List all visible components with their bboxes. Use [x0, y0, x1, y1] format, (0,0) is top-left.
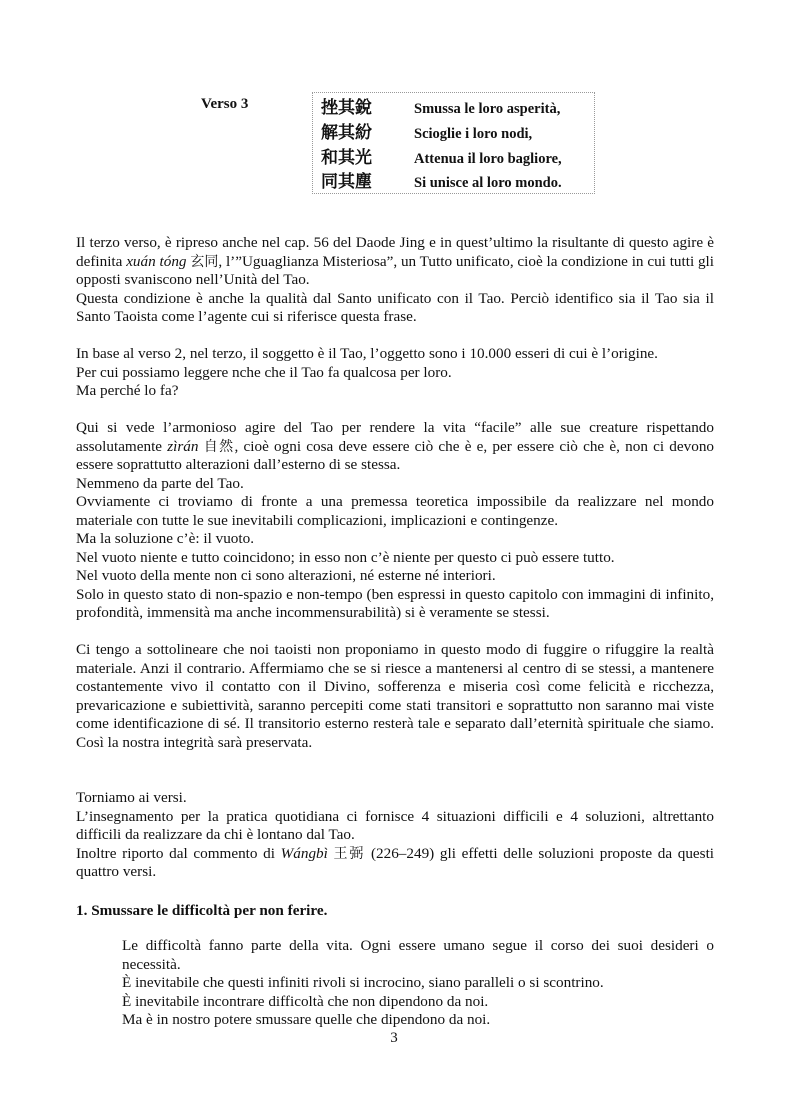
text-line: È inevitabile incontrare difficoltà che non dipendono da noi. [122, 992, 489, 1010]
text-line: È inevitabile che questi infiniti rivoli si incrocino, siano paralleli o si scontrino. [122, 974, 604, 991]
paragraph [76, 234, 714, 290]
text-line: In base al verso 2, nel terzo, il soggetto è il Tao, l’oggetto sono i 10.000 esseri di cui è l’origine. [76, 345, 658, 362]
verse-translation: Smussa le loro asperità, [414, 101, 561, 117]
text: Qui si vede l’armonioso agire del Tao per rendere la vita “facile” alle sue creature rispettando assolutamente [76, 419, 714, 455]
commentary-block-1 [76, 234, 714, 327]
author-name: Wángbì [280, 844, 328, 862]
paragraph: Ovviamente ci troviamo di fronte a una premessa teoretica impossibile da realizzare nel mondo materiale con tutte le sue inevitabili complicazioni, implicazioni e contingenze. [76, 493, 714, 529]
text-line: Ma è in nostro potere smussare quelle che dipendono da noi. [122, 1011, 491, 1028]
text-line: Ma la soluzione c’è: il vuoto. [76, 530, 254, 547]
verse-chinese: 和其光 [321, 148, 372, 168]
verse-row [313, 121, 594, 145]
paragraph: Solo in questo stato di non-spazio e non-tempo (ben espressi in questo capitolo con immagini di infinito, profondità, immensità ma anche incommensurabilità) si è veramente se stessi. [76, 585, 714, 621]
text-line: Ma perché lo fa? [76, 382, 179, 399]
section-body [122, 937, 714, 1030]
verse-row [313, 146, 594, 170]
text-line: Nemmeno da parte del Tao. [76, 474, 244, 492]
verse-row [313, 96, 594, 120]
text-line: Nel vuoto niente e tutto coincidono; in esso non c’è niente per questo ci può essere tutto. [76, 548, 615, 566]
verse-chinese: 挫其銳 [321, 98, 372, 118]
verse-table [312, 92, 595, 194]
commentary-block-5 [76, 789, 714, 882]
section-heading: 1. Smussare le difficoltà per non ferire. [76, 902, 328, 919]
verse-translation: Attenua il loro bagliore, [414, 151, 562, 167]
text-line: Per cui possiamo leggere nche che il Tao fa qualcosa per loro. [76, 363, 452, 381]
paragraph: Le difficoltà fanno parte della vita. Ogni essere umano segue il corso dei suoi desideri o necessità. [122, 937, 714, 973]
text: Inoltre riporto dal commento di [76, 844, 281, 862]
commentary-block-2 [76, 345, 714, 401]
text: Il terzo verso, è ripreso anche nel cap. 56 del Daode Jing e in quest’ultimo la risultante di questo agire è definita [76, 234, 714, 270]
verse-translation: Scioglie i loro nodi, [414, 126, 533, 142]
verse-translation: Si unisce al loro mondo. [414, 175, 562, 191]
verse-label: Verso 3 [201, 96, 249, 112]
text-line: Nel vuoto della mente non ci sono alterazioni, né esterne né interiori. [76, 567, 496, 584]
verse-chinese: 解其紛 [321, 123, 372, 143]
verse-chinese: 同其塵 [321, 172, 372, 192]
chinese-term: 自然 [203, 438, 235, 455]
text: , cioè ogni cosa deve essere ciò che è e, per essere ciò che è, non ci devono essere soprattutto alterazioni dall’esterno di se stessa. [76, 437, 715, 473]
text-line: Torniamo ai versi. [76, 789, 187, 806]
paragraph: L’insegnamento per la pratica quotidiana ci fornisce 4 situazioni difficili e 4 soluzioni, altrettanto difficili da realizzare da chi è lontano dal Tao. [76, 807, 714, 843]
text: , l’”Uguaglianza Misteriosa”, un Tutto unificato, cioè la condizione in cui tutti gli opposti svaniscono nell’Unità del Tao. [76, 252, 714, 288]
paragraph [76, 419, 714, 475]
pinyin-term: zìrán [167, 437, 199, 455]
commentary-block-3 [76, 419, 714, 623]
verse-row [313, 170, 594, 194]
page-number: 3 [390, 1030, 398, 1046]
paragraph [76, 845, 714, 882]
pinyin-term: xuán tóng [126, 252, 187, 270]
text: (226–249) gli effetti delle soluzioni proposte da questi quattro versi. [76, 844, 715, 880]
chinese-term: 玄同 [190, 253, 219, 270]
paragraph: Questa condizione è anche la qualità dal Santo unificato con il Tao. Perciò identifico sia il Tao sia il Santo Taoista come l’agente cui si riferisce questa frase. [76, 289, 714, 325]
chinese-term: 王弼 [333, 845, 366, 862]
commentary-block-4: Ci tengo a sottolineare che noi taoisti non proponiamo in questo modo di fuggire o rifuggire la realtà materiale. Anzi il contrario. Affermiamo che se si riesce a mantenersi al centro di se stessi, a mantenere costantemente vivo il contatto con il Divino, sofferenza e miseria così come felicità e ricchezza, prevaricazione e subiettività, saranno percepiti come stati transitori e soprattutto non saranno mai viste come identificazione di sé. Il transitorio esterno resterà tale e separato dall’eternità spirituale che siamo. Così la nostra integrità sarà preservata. [76, 641, 714, 751]
